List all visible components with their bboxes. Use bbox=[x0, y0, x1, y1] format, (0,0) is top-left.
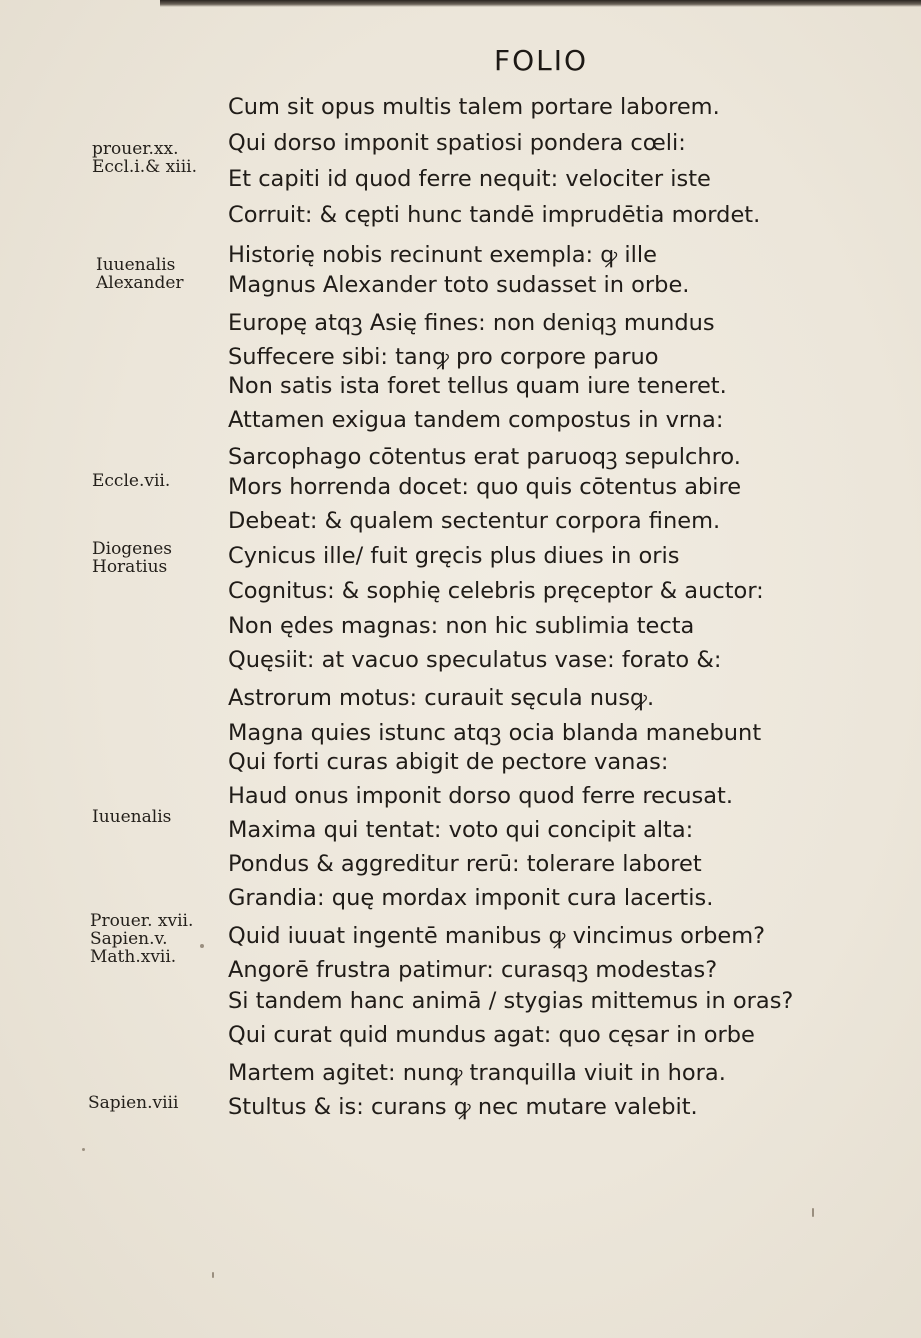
gloss-line: prouer.xx. bbox=[92, 139, 179, 159]
verse-line: Quid iuuat ingentē manibus ꝙ vincimus orbem? bbox=[228, 923, 766, 949]
margin-gloss bbox=[92, 472, 170, 490]
gloss-line: Eccl.i.& xiii. bbox=[92, 157, 197, 177]
verse-line: Qui forti curas abigit de pectore vanas: bbox=[228, 749, 669, 775]
verse-line: Et capiti id quod ferre nequit: velociter iste bbox=[228, 166, 711, 192]
gloss-line: Horatius bbox=[92, 557, 168, 577]
gloss-line: Prouer. xvii. bbox=[90, 911, 194, 931]
verse-line: Corruit: & cępti hunc tandē imprudētia mordet. bbox=[228, 202, 761, 228]
verse-line: Sarcophago cōtentus erat paruoqꝫ sepulchro. bbox=[228, 444, 741, 470]
gloss-line: Math.xvii. bbox=[90, 947, 177, 967]
folio-header: FOLIO bbox=[494, 44, 589, 77]
gloss-line: Sapien.viii bbox=[88, 1093, 179, 1113]
paper-speck bbox=[82, 1148, 85, 1151]
verse-line: Haud onus imponit dorso quod ferre recusat. bbox=[228, 783, 734, 809]
verse-line: Cynicus ille/ fuit gręcis plus diues in oris bbox=[228, 543, 680, 569]
verse-line: Pondus & aggreditur rerū: tolerare laboret bbox=[228, 851, 702, 877]
verse-line: Maxima qui tentat: voto qui concipit alta: bbox=[228, 817, 694, 843]
margin-gloss bbox=[88, 1094, 178, 1112]
verse-line: Cognitus: & sophię celebris pręceptor & auctor: bbox=[228, 578, 764, 604]
margin-gloss bbox=[92, 140, 197, 176]
verse-line: Cum sit opus multis talem portare laborem. bbox=[228, 94, 720, 120]
gloss-line: Iuuenalis bbox=[92, 807, 172, 827]
verse-line: Magna quies istunc atqꝫ ocia blanda manebunt bbox=[228, 720, 762, 746]
verse-line: Qui dorso imponit spatiosi pondera cœli: bbox=[228, 130, 686, 156]
gloss-line: Eccle.vii. bbox=[92, 471, 171, 491]
verse-line: Historię nobis recinunt exempla: ꝙ ille bbox=[228, 242, 657, 268]
verse-line: Angorē frustra patimur: curasqꝫ modestas? bbox=[228, 957, 718, 983]
verse-line: Qui curat quid mundus agat: quo cęsar in orbe bbox=[228, 1022, 755, 1048]
verse-line: Debeat: & qualem sectentur corpora finem. bbox=[228, 508, 721, 534]
verse-line: Stultus & is: curans ꝙ nec mutare valebit. bbox=[228, 1094, 698, 1120]
verse-line: Si tandem hanc animā / stygias mittemus in oras? bbox=[228, 988, 794, 1014]
margin-gloss bbox=[96, 256, 184, 292]
verse-line: Quęsiit: at vacuo speculatus vase: forato &: bbox=[228, 647, 722, 673]
gloss-line: Iuuenalis bbox=[96, 255, 176, 275]
paper-speck bbox=[212, 1272, 214, 1278]
gloss-line: Sapien.v. bbox=[90, 929, 168, 949]
verse-line: Grandia: quę mordax imponit cura lacertis. bbox=[228, 885, 714, 911]
verse-line: Martem agitet: nunꝙ tranquilla viuit in hora. bbox=[228, 1060, 726, 1086]
gloss-line: Diogenes bbox=[92, 539, 172, 559]
verse-line: Attamen exigua tandem compostus in vrna: bbox=[228, 407, 724, 433]
margin-gloss bbox=[92, 540, 172, 576]
paper-speck bbox=[200, 944, 204, 948]
margin-gloss bbox=[92, 808, 171, 826]
verse-line: Non satis ista foret tellus quam iure teneret. bbox=[228, 373, 727, 399]
verse-line: Mors horrenda docet: quo quis cōtentus abire bbox=[228, 474, 742, 500]
page-top-edge-shadow bbox=[160, 0, 921, 7]
gloss-line: Alexander bbox=[96, 273, 184, 293]
verse-line: Suffecere sibi: tanꝙ pro corpore paruo bbox=[228, 344, 659, 370]
verse-line: Magnus Alexander toto sudasset in orbe. bbox=[228, 272, 690, 298]
margin-gloss bbox=[90, 912, 193, 966]
paper-speck bbox=[812, 1208, 814, 1217]
verse-line: Astrorum motus: curauit sęcula nusꝙ. bbox=[228, 685, 655, 711]
verse-line: Europę atqꝫ Asię fines: non deniqꝫ mundus bbox=[228, 310, 715, 336]
verse-line: Non ędes magnas: non hic sublimia tecta bbox=[228, 613, 695, 639]
